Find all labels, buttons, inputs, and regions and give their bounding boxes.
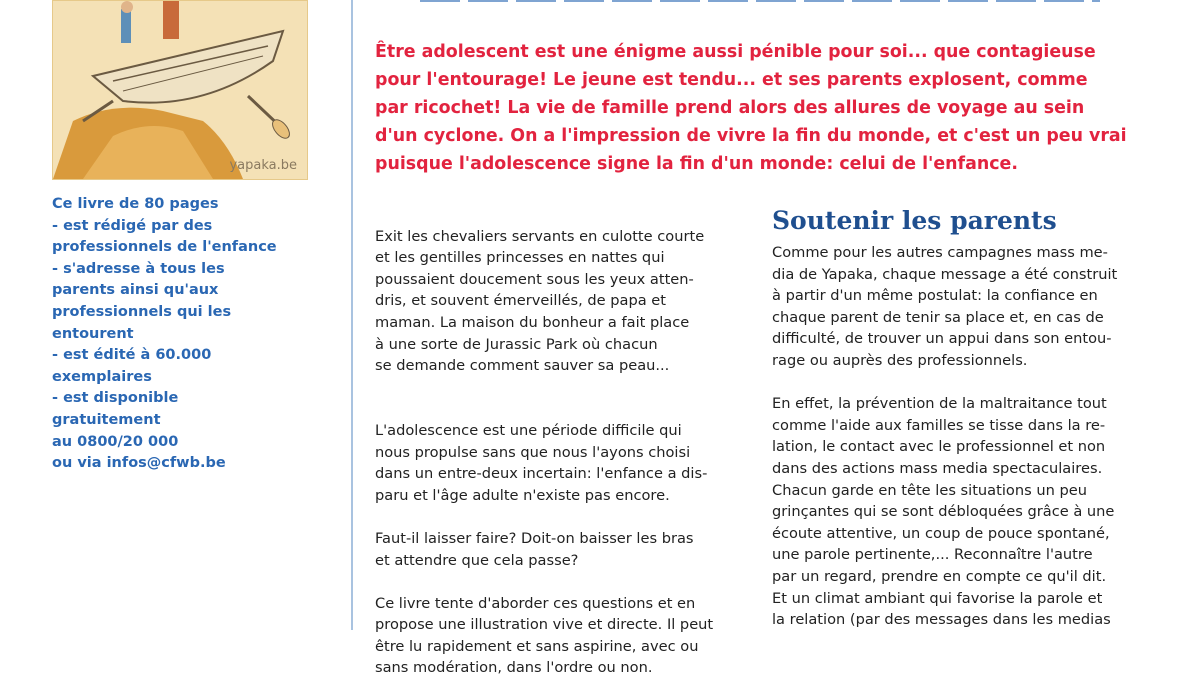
text-line: être lu rapidement et sans aspirine, avec ou <box>375 637 699 655</box>
article-left-column <box>375 204 750 679</box>
text-line: propose une illustration vive et directe. Il peut <box>375 616 714 634</box>
intro-line: pour l'entourage! Le jeune est tendu... et ses parents explosent, comme <box>375 70 1088 90</box>
text-line: paru et l'âge adulte n'existe pas encore. <box>375 486 670 504</box>
text-line: comme l'aide aux familles se tisse dans la re- <box>772 416 1106 434</box>
text-line: En effet, la prévention de la maltraitance tout <box>772 395 1107 413</box>
text-line: la relation (par des messages dans les medias <box>772 611 1111 629</box>
text-line: Faut-il laisser faire? Doit-on baisser les bras <box>375 529 694 547</box>
text-line: maman. La maison du bonheur a fait place <box>375 313 690 331</box>
sidebar-line: - est disponible <box>52 390 179 407</box>
intro-line: puisque l'adolescence signe la fin d'un monde: celui de l'enfance. <box>375 154 1018 174</box>
article-right-column <box>772 242 1150 631</box>
sidebar-line: - est édité à 60.000 <box>52 347 212 364</box>
text-line: chaque parent de tenir sa place et, en cas de <box>772 308 1104 326</box>
sidebar-line: entourent <box>52 325 134 342</box>
text-line: Et un climat ambiant qui favorise la parole et <box>772 589 1103 607</box>
text-line: dia de Yapaka, chaque message a été construit <box>772 265 1118 283</box>
text-line: et les gentilles princesses en nattes qui <box>375 249 665 267</box>
text-line: et attendre que cela passe? <box>375 551 579 569</box>
text-line: difficulté, de trouver un appui dans son entou- <box>772 330 1112 348</box>
text-line: Comme pour les autres campagnes mass me- <box>772 244 1108 261</box>
book-info-sidebar <box>52 194 322 475</box>
sidebar-line: - est rédigé par des <box>52 217 213 234</box>
text-line: écoute attentive, un coup de pouce spontané, <box>772 524 1110 542</box>
text-line: sans modération, dans l'ordre ou non. <box>375 659 653 677</box>
text-line: par un regard, prendre en compte ce qu'il dit. <box>772 567 1107 585</box>
cover-credit: yapaka.be <box>229 158 297 173</box>
boat-illustration <box>53 1 307 179</box>
sidebar-line: Ce livre de 80 pages <box>52 196 219 212</box>
intro-line: Être adolescent est une énigme aussi pénible pour soi... que contagieuse <box>375 42 1096 62</box>
text-line: une parole pertinente,... Reconnaître l'autre <box>772 546 1093 564</box>
sidebar-line: gratuitement <box>52 411 161 428</box>
text-line: dris, et souvent émerveillés, de papa et <box>375 292 666 310</box>
sidebar-line: exemplaires <box>52 368 152 385</box>
intro-paragraph <box>375 38 1150 178</box>
text-line: lation, le contact avec le professionnel et non <box>772 438 1106 456</box>
text-line: nous propulse sans que nous l'ayons choisi <box>375 443 691 461</box>
sidebar-email-line: ou via infos@cfwb.be <box>52 455 226 472</box>
text-line: à une sorte de Jurassic Park où chacun <box>375 335 658 353</box>
headline-cropped <box>420 0 1100 4</box>
book-cover-illustration <box>52 0 308 180</box>
section-heading: Soutenir les parents <box>772 206 1057 235</box>
sidebar-line: professionnels qui les <box>52 303 232 320</box>
text-line: Chacun garde en tête les situations un peu <box>772 481 1087 499</box>
text-line: rage ou auprès des professionnels. <box>772 351 1028 369</box>
text-line: dans un entre-deux incertain: l'enfance a dis- <box>375 465 708 483</box>
sidebar-line: professionnels de l'enfance <box>52 239 277 256</box>
sidebar-line: au 0800/20 000 <box>52 433 179 450</box>
intro-line: d'un cyclone. On a l'impression de vivre la fin du monde, et c'est un peu vrai <box>375 126 1127 146</box>
sidebar-line: - s'adresse à tous les <box>52 260 225 277</box>
text-line: poussaient doucement sous les yeux atten- <box>375 270 694 288</box>
sidebar-line: parents ainsi qu'aux <box>52 282 219 299</box>
text-line: L'adolescence est une période difficile qui <box>375 421 682 439</box>
text-line: grinçantes qui se sont débloquées grâce à une <box>772 503 1115 521</box>
text-line: dans des actions mass media spectaculaires. <box>772 459 1103 477</box>
intro-line: par ricochet! La vie de famille prend alors des allures de voyage au sein <box>375 98 1085 118</box>
text-line: se demande comment sauver sa peau... <box>375 357 670 375</box>
column-divider <box>351 0 353 630</box>
text-line: à partir d'un même postulat: la confiance en <box>772 287 1098 305</box>
text-line: Exit les chevaliers servants en culotte courte <box>375 227 705 245</box>
text-line: Ce livre tente d'aborder ces questions et en <box>375 594 696 612</box>
